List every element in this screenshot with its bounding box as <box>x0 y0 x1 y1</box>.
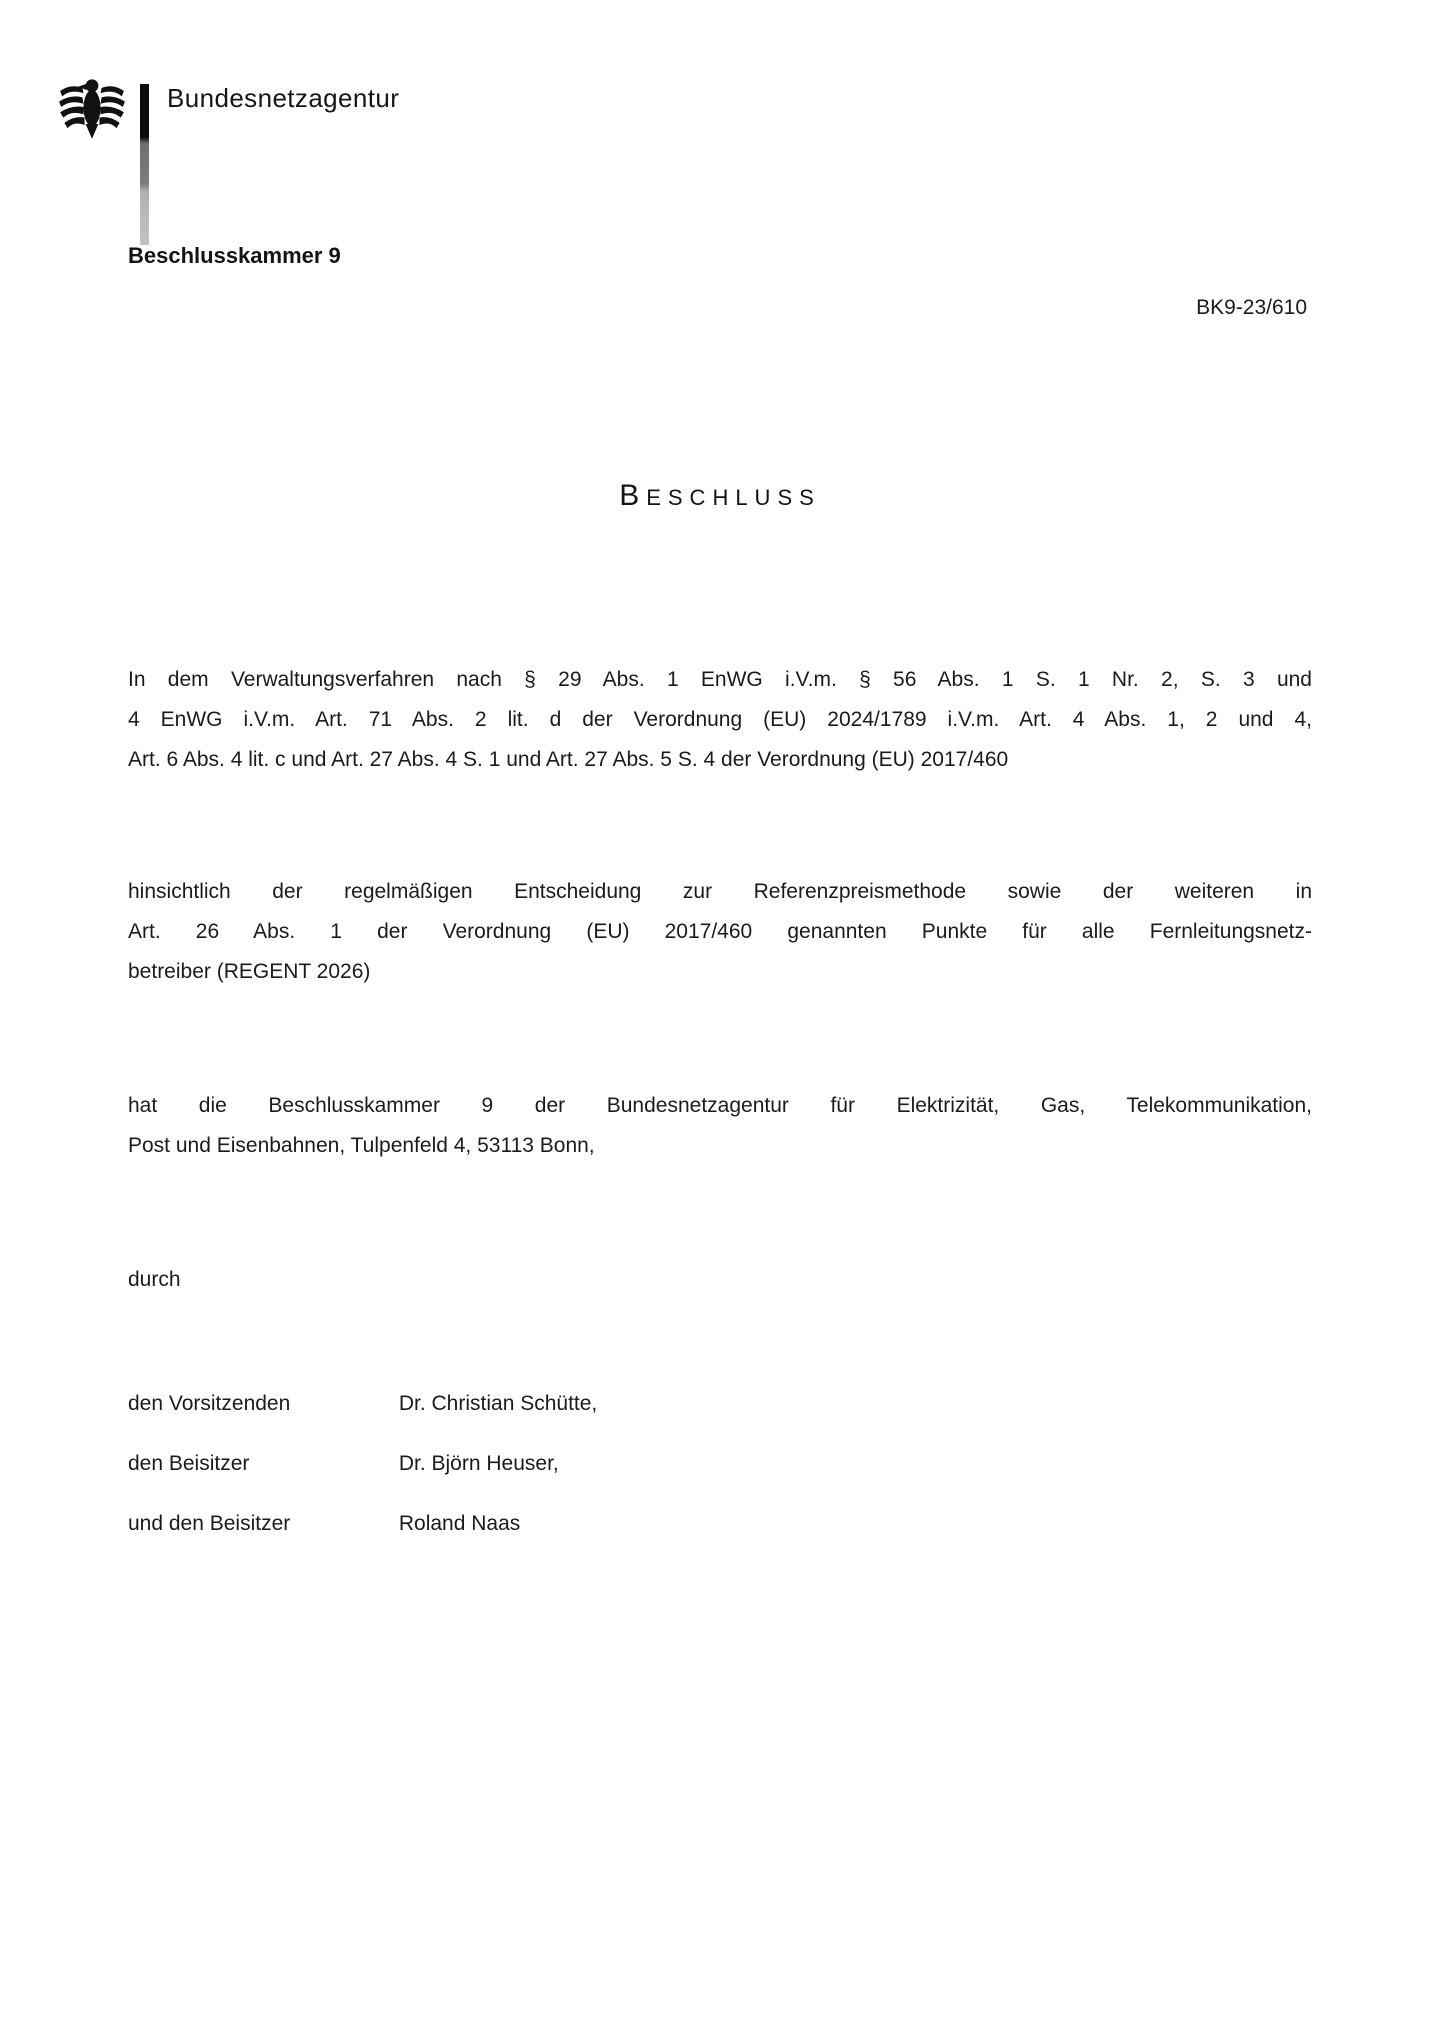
paragraph-line: 4 EnWG i.V.m. Art. 71 Abs. 2 lit. d der Verordnung (EU) 2024/1789 i.V.m. Art. 4 Abs. 1, 2 und 4, <box>128 708 1312 731</box>
panel-member-row <box>128 1504 1312 1544</box>
member-role: den Vorsitzenden <box>128 1392 291 1415</box>
file-reference: BK9-23/610 <box>1196 296 1307 319</box>
member-role: den Beisitzer <box>128 1452 250 1475</box>
paragraph-line: Art. 26 Abs. 1 der Verordnung (EU) 2017/460 genannten Punkte für alle Fernleitungsnetz- <box>128 920 1312 943</box>
member-name: Dr. Christian Schütte, <box>398 1392 598 1415</box>
agency-wordmark: Bundesnetzagentur <box>167 83 400 113</box>
member-name: Dr. Björn Heuser, <box>398 1452 559 1475</box>
paragraph-line: In dem Verwaltungsverfahren nach § 29 Abs. 1 EnWG i.V.m. § 56 Abs. 1 S. 1 Nr. 2, S. 3 und <box>128 668 1312 691</box>
paragraph-authority <box>128 1086 1312 1166</box>
logo-divider-bar <box>140 84 149 245</box>
paragraph-line: betreiber (REGENT 2026) <box>128 960 371 983</box>
paragraph-line: Art. 6 Abs. 4 lit. c und Art. 27 Abs. 4 S. 1 und Art. 27 Abs. 5 S. 4 der Verordnung (EU) 2017/460 <box>128 748 1009 771</box>
federal-eagle-icon <box>58 76 126 140</box>
paragraph-line: hat die Beschlusskammer 9 der Bundesnetzagentur für Elektrizität, Gas, Telekommunikation, <box>128 1094 1312 1117</box>
panel-members <box>128 1384 1312 1564</box>
panel-member-row <box>128 1384 1312 1424</box>
document-title <box>0 476 1440 513</box>
paragraph-line: hinsichtlich der regelmäßigen Entscheidung zur Referenzpreismethode sowie der weiteren in <box>128 880 1312 903</box>
member-name: Roland Naas <box>398 1512 521 1535</box>
chamber-label: Beschlusskammer 9 <box>128 243 341 268</box>
paragraph-subject <box>128 872 1312 992</box>
paragraph-durch: durch <box>128 1268 181 1291</box>
paragraph-legal-basis <box>128 660 1312 780</box>
panel-member-row <box>128 1444 1312 1484</box>
title-initial: B <box>619 479 647 512</box>
paragraph-line: Post und Eisenbahnen, Tulpenfeld 4, 53113 Bonn, <box>128 1134 595 1157</box>
title-rest: ESCHLUSS <box>646 485 821 510</box>
member-role: und den Beisitzer <box>128 1512 291 1535</box>
